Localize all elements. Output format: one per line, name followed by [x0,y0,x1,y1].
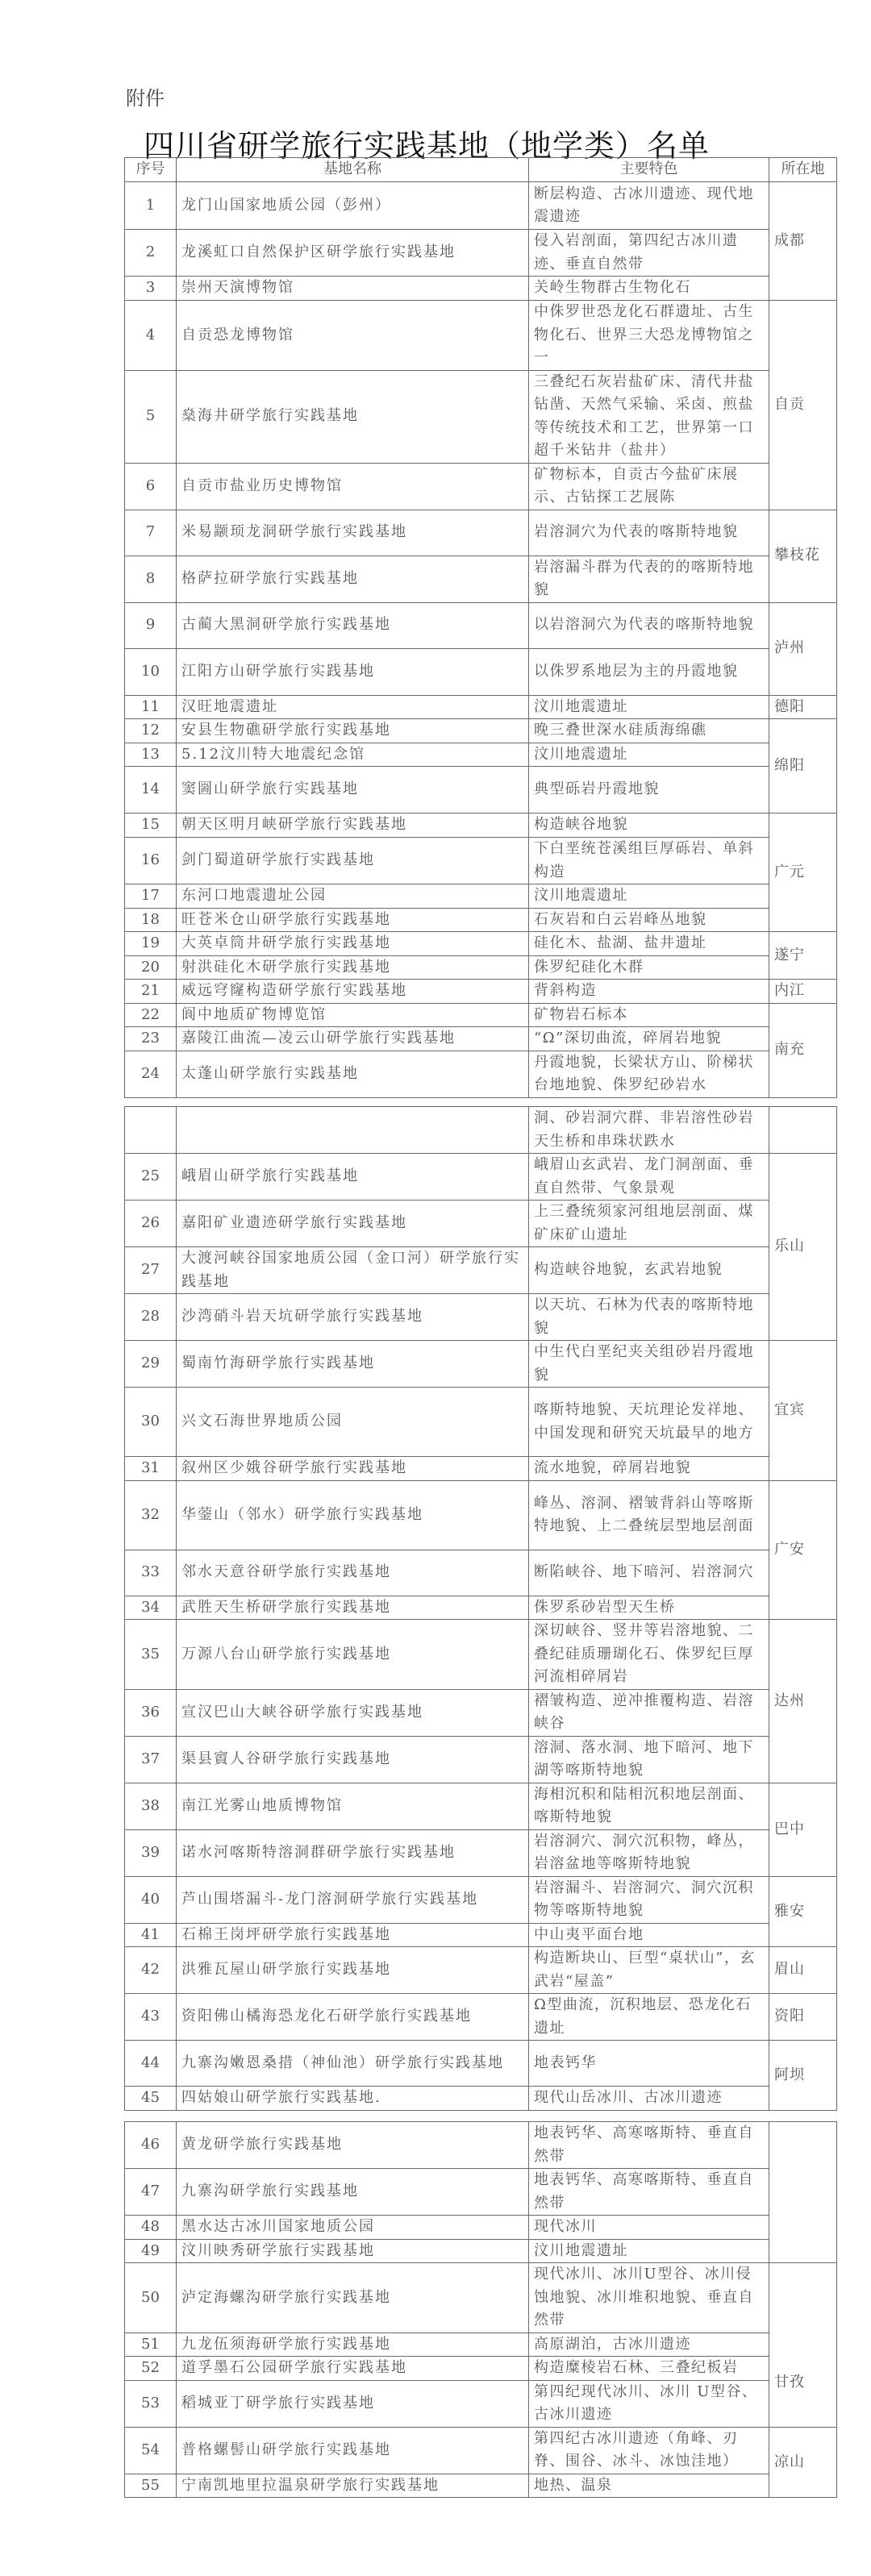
base-name: 嘉陵江曲流—凌云山研学旅行实践基地 [177,1027,529,1051]
base-name: 蜀南竹海研学旅行实践基地 [177,1341,529,1388]
table-row [125,1457,837,1481]
region-cell: 泸州 [769,602,837,695]
region-cell: 自贡 [769,301,837,510]
base-feature: 构造断块山、巨型“桌状山”，玄武岩“屋盖” [529,1947,769,1994]
base-name: 泸定海螺沟研学旅行实践基地 [177,2263,529,2333]
base-feature: 关岭生物群古生物化石 [529,277,769,301]
column-header-name: 基地名称 [177,158,529,182]
empty-cell [769,1107,837,1154]
row-number: 28 [125,1294,177,1341]
base-name: 朝天区明月峡研学旅行实践基地 [177,814,529,838]
table-row [125,838,837,884]
table-row [125,230,837,277]
table-row [125,2239,837,2263]
base-feature: 深切峡谷、竖井等岩溶地貌、二叠纪硅质珊瑚化石、侏罗纪巨厚河流相碎屑岩 [529,1620,769,1690]
base-feature: 矿物岩石标本 [529,1003,769,1027]
base-name: 宣汉巴山大峡谷研学旅行实践基地 [177,1689,529,1736]
region-cell: 成都 [769,182,837,301]
table-row [125,2474,837,2498]
base-name: 5.12汶川特大地震纪念馆 [177,743,529,767]
base-feature: 褶皱构造、逆冲推覆构造、岩溶峡谷 [529,1689,769,1736]
base-feature: 上三叠统须家河组地层剖面、煤矿床矿山遗址 [529,1201,769,1247]
table-row [125,2427,837,2474]
row-number: 9 [125,602,177,648]
row-number: 30 [125,1388,177,1457]
row-number: 51 [125,2333,177,2357]
table-row [125,2041,837,2087]
table-row [125,2122,837,2169]
base-name: 汶川映秀研学旅行实践基地 [177,2239,529,2263]
base-name: 格萨拉研学旅行实践基地 [177,556,529,602]
base-feature: 岩溶漏斗群为代表的的喀斯特地貌 [529,556,769,602]
base-name: 安县生物礁研学旅行实践基地 [177,719,529,743]
table-row [125,1829,837,1876]
row-number: 29 [125,1341,177,1388]
row-number: 54 [125,2427,177,2474]
table-row [125,2357,837,2381]
region-cell: 巴中 [769,1783,837,1876]
table-row [125,2263,837,2333]
column-header-region: 所在地 [769,158,837,182]
table-row [125,1994,837,2041]
base-feature: 侏罗系砂岩型天生桥 [529,1596,769,1620]
row-number: 19 [125,932,177,956]
base-feature: 地热、温泉 [529,2474,769,2498]
base-feature: 构造糜棱岩石林、三叠纪板岩 [529,2357,769,2381]
base-feature: 现代冰川、冰川U型谷、冰川侵蚀地貌、冰川堆积地貌、垂直自然带 [529,2263,769,2333]
base-feature: 岩溶洞穴、洞穴沉积物，峰丛，岩溶盆地等喀斯特地貌 [529,1829,769,1876]
base-feature-continued: 洞、砂岩洞穴群、非岩溶性砂岩天生桥和串珠状跌水 [529,1107,769,1154]
base-name: 古蔺大黑洞研学旅行实践基地 [177,602,529,648]
base-list-table-page-2 [124,1106,837,2111]
table-row [125,695,837,719]
base-feature: “Ω”深切曲流，碎屑岩地貌 [529,1027,769,1051]
region-cell: 攀枝花 [769,510,837,602]
table-row [125,1154,837,1201]
base-feature: 地表钙华 [529,2041,769,2087]
base-name: 自贡恐龙博物馆 [177,301,529,371]
base-name: 大英卓筒井研学旅行实践基地 [177,932,529,956]
row-number: 10 [125,648,177,695]
region-cell: 广元 [769,814,837,932]
row-number: 12 [125,719,177,743]
base-list-table-page-1 [124,157,837,1098]
table-row [125,1480,837,1550]
region-cell: 凉山 [769,2427,837,2498]
base-name: 华蓥山（邻水）研学旅行实践基地 [177,1480,529,1550]
table-row [125,955,837,980]
base-feature: 晚三叠世深水硅质海绵礁 [529,719,769,743]
row-number: 31 [125,1457,177,1481]
base-feature: 汶川地震遗址 [529,695,769,719]
base-feature: 石灰岩和白云岩峰丛地貌 [529,908,769,932]
table-row [125,1247,837,1294]
base-feature: 高原湖泊，古冰川遗迹 [529,2333,769,2357]
row-number: 36 [125,1689,177,1736]
table-row [125,1003,837,1027]
table-row [125,1736,837,1783]
row-number: 43 [125,1994,177,2041]
base-name: 阆中地质矿物博览馆 [177,1003,529,1027]
table-row [125,556,837,602]
row-number: 23 [125,1027,177,1051]
base-feature: 典型砾岩丹霞地貌 [529,767,769,814]
table-row [125,1689,837,1736]
row-number: 48 [125,2216,177,2240]
row-number: 55 [125,2474,177,2498]
base-name: 汉旺地震遗址 [177,695,529,719]
base-feature: 以岩溶洞穴为代表的喀斯特地貌 [529,602,769,648]
table-row [125,2333,837,2357]
row-number: 21 [125,980,177,1004]
base-name: 龙门山国家地质公园（彭州） [177,182,529,230]
base-feature: 中侏罗世恐龙化石群遗址、古生物化石、世界三大恐龙博物馆之一 [529,301,769,371]
table-row [125,2380,837,2427]
table-row [125,1923,837,1947]
row-number: 49 [125,2239,177,2263]
region-cell: 宜宾 [769,1341,837,1481]
base-name: 黑水达古冰川国家地质公园 [177,2216,529,2240]
base-name: 东河口地震遗址公园 [177,884,529,909]
base-name: 峨眉山研学旅行实践基地 [177,1154,529,1201]
row-number: 14 [125,767,177,814]
base-name: 嘉阳矿业遗迹研学旅行实践基地 [177,1201,529,1247]
table-row [125,301,837,371]
base-name: 米易颛顼龙洞研学旅行实践基地 [177,510,529,556]
table-row [125,719,837,743]
row-number: 38 [125,1783,177,1829]
base-name: 兴文石海世界地质公园 [177,1388,529,1457]
row-number: 20 [125,955,177,980]
region-cell: 广安 [769,1480,837,1620]
base-feature: 海相沉积和陆相沉积地层剖面、喀斯特地貌 [529,1783,769,1829]
table-header-row [125,158,837,182]
table-row [125,1294,837,1341]
base-list-table-page-3 [124,2121,837,2498]
row-number: 16 [125,838,177,884]
base-name: 普格螺髻山研学旅行实践基地 [177,2427,529,2474]
base-feature: 断层构造、古冰川遗迹、现代地震遗迹 [529,182,769,230]
empty-cell [125,1107,177,1154]
region-cell: 绵阳 [769,719,837,814]
table-row [125,370,837,463]
base-feature: 以侏罗系地层为主的丹霞地貌 [529,648,769,695]
table-row [125,648,837,695]
base-name: 大渡河峡谷国家地质公园（金口河）研学旅行实践基地 [177,1247,529,1294]
row-number: 5 [125,370,177,463]
table-row-continuation [125,1107,837,1154]
row-number: 11 [125,695,177,719]
base-name: 武胜天生桥研学旅行实践基地 [177,1596,529,1620]
base-name: 窦圌山研学旅行实践基地 [177,767,529,814]
base-name: 黄龙研学旅行实践基地 [177,2122,529,2169]
table-row [125,767,837,814]
base-feature: 侏罗纪硅化木群 [529,955,769,980]
empty-cell [177,1107,529,1154]
row-number: 37 [125,1736,177,1783]
row-number: 2 [125,230,177,277]
table-row [125,1550,837,1596]
region-cell: 雅安 [769,1876,837,1947]
base-feature: 汶川地震遗址 [529,743,769,767]
table-row [125,1596,837,1620]
base-feature: 背斜构造 [529,980,769,1004]
row-number: 50 [125,2263,177,2333]
row-number: 6 [125,463,177,510]
base-name: 南江光雾山地质博物馆 [177,1783,529,1829]
base-name: 资阳佛山橘海恐龙化石研学旅行实践基地 [177,1994,529,2041]
base-name: 洪雅瓦屋山研学旅行实践基地 [177,1947,529,1994]
table-row [125,277,837,301]
table-row [125,2087,837,2111]
row-number: 3 [125,277,177,301]
attachment-label: 附件 [126,87,165,110]
table-row [125,814,837,838]
row-number: 40 [125,1876,177,1923]
base-feature: 地表钙华、高寒喀斯特、垂直自然带 [529,2169,769,2216]
base-feature: 中生代白垩纪夹关组砂岩丹霞地貌 [529,1341,769,1388]
table-row [125,1783,837,1829]
base-name: 自贡市盐业历史博物馆 [177,463,529,510]
table-row [125,1947,837,1994]
row-number: 24 [125,1051,177,1097]
base-name: 诺水河喀斯特溶洞群研学旅行实践基地 [177,1829,529,1876]
row-number: 13 [125,743,177,767]
row-number: 34 [125,1596,177,1620]
base-feature: 峨眉山玄武岩、龙门洞剖面、垂直自然带、气象景观 [529,1154,769,1201]
row-number: 25 [125,1154,177,1201]
table-row [125,510,837,556]
region-cell: 南充 [769,1003,837,1097]
base-feature: 地表钙华、高寒喀斯特、垂直自然带 [529,2122,769,2169]
base-feature: 下白垩统苍溪组巨厚砾岩、单斜构造 [529,838,769,884]
base-feature: 三叠纪石灰岩盐矿床、清代井盐钻凿、天然气采输、采卤、煎盐等传统技术和工艺，世界第一口超千米钻井（盐井） [529,370,769,463]
base-feature: 断陷峡谷、地下暗河、岩溶洞穴 [529,1550,769,1596]
row-number: 17 [125,884,177,909]
base-name: 龙溪虹口自然保护区研学旅行实践基地 [177,230,529,277]
base-name: 威远穹窿构造研学旅行实践基地 [177,980,529,1004]
base-feature: 构造峡谷地貌 [529,814,769,838]
base-name: 四姑娘山研学旅行实践基地. [177,2087,529,2111]
base-name: 邻水天意谷研学旅行实践基地 [177,1550,529,1596]
base-feature: 现代冰川 [529,2216,769,2240]
table-row [125,1341,837,1388]
base-feature: 岩溶洞穴为代表的喀斯特地貌 [529,510,769,556]
row-number: 8 [125,556,177,602]
region-cell [769,2122,837,2263]
column-header-seq: 序号 [125,158,177,182]
region-cell: 甘孜 [769,2263,837,2428]
region-cell: 资阳 [769,1994,837,2041]
base-name: 崇州天演博物馆 [177,277,529,301]
base-feature: 岩溶漏斗、岩溶洞穴、洞穴沉积物等喀斯特地貌 [529,1876,769,1923]
table-row [125,1388,837,1457]
row-number: 46 [125,2122,177,2169]
table-row [125,602,837,648]
base-feature: 汶川地震遗址 [529,884,769,909]
base-feature: 峰丛、溶洞、褶皱背斜山等喀斯特地貌、上二叠统层型地层剖面 [529,1480,769,1550]
table-row [125,980,837,1004]
row-number: 26 [125,1201,177,1247]
region-cell: 阿坝 [769,2041,837,2111]
base-feature: 现代山岳冰川、古冰川遗迹 [529,2087,769,2111]
table-row [125,884,837,909]
table-row [125,908,837,932]
base-name: 道孚墨石公园研学旅行实践基地 [177,2357,529,2381]
table-row [125,1620,837,1690]
row-number: 47 [125,2169,177,2216]
base-feature: 第四纪现代冰川、冰川 U型谷、古冰川遗迹 [529,2380,769,2427]
base-feature: 侵入岩剖面，第四纪古冰川遗迹、垂直自然带 [529,230,769,277]
table-row [125,743,837,767]
table-row [125,1051,837,1097]
base-name: 稻城亚丁研学旅行实践基地 [177,2380,529,2427]
row-number: 1 [125,182,177,230]
base-feature: 构造峡谷地貌，玄武岩地貌 [529,1247,769,1294]
base-name: 九寨沟嫩恩桑措（神仙池）研学旅行实践基地 [177,2041,529,2087]
region-cell: 乐山 [769,1154,837,1341]
row-number: 4 [125,301,177,371]
base-name: 宁南凯地里拉温泉研学旅行实践基地 [177,2474,529,2498]
table-row [125,1201,837,1247]
row-number: 42 [125,1947,177,1994]
base-feature: 中山夷平面台地 [529,1923,769,1947]
base-feature: 喀斯特地貌、天坑理论发祥地、中国发现和研究天坑最早的地方 [529,1388,769,1457]
base-name: 沙湾硝斗岩天坑研学旅行实践基地 [177,1294,529,1341]
row-number: 41 [125,1923,177,1947]
base-feature: 流水地貌，碎屑岩地貌 [529,1457,769,1481]
table-row [125,932,837,956]
base-feature: 硅化木、盐湖、盐井遗址 [529,932,769,956]
row-number: 52 [125,2357,177,2381]
base-feature: 第四纪古冰川遗迹（角峰、刃脊、围谷、冰斗、冰蚀洼地） [529,2427,769,2474]
table-row [125,2169,837,2216]
row-number: 15 [125,814,177,838]
base-name: 剑门蜀道研学旅行实践基地 [177,838,529,884]
row-number: 53 [125,2380,177,2427]
table-row [125,1027,837,1051]
region-cell: 德阳 [769,695,837,719]
base-feature: 矿物标本，自贡古今盐矿床展示、古钻探工艺展陈 [529,463,769,510]
region-cell: 眉山 [769,1947,837,1994]
table-row [125,1876,837,1923]
base-name: 旺苍米仓山研学旅行实践基地 [177,908,529,932]
table-row [125,2216,837,2240]
base-feature: Ω型曲流，沉积地层、恐龙化石遗址 [529,1994,769,2041]
base-name: 石棉王岗坪研学旅行实践基地 [177,1923,529,1947]
row-number: 7 [125,510,177,556]
page-title: 四川省研学旅行实践基地（地学类）名单 [144,128,711,164]
base-name: 燊海井研学旅行实践基地 [177,370,529,463]
base-name: 叙州区少娥谷研学旅行实践基地 [177,1457,529,1481]
row-number: 18 [125,908,177,932]
base-name: 太蓬山研学旅行实践基地 [177,1051,529,1097]
row-number: 22 [125,1003,177,1027]
region-cell: 遂宁 [769,932,837,980]
base-feature: 以天坑、石林为代表的喀斯特地貌 [529,1294,769,1341]
region-cell: 达州 [769,1620,837,1783]
table-row [125,463,837,510]
row-number: 32 [125,1480,177,1550]
row-number: 44 [125,2041,177,2087]
base-name: 芦山围塔漏斗-龙门溶洞研学旅行实践基地 [177,1876,529,1923]
region-cell: 内江 [769,980,837,1004]
base-name: 渠县賨人谷研学旅行实践基地 [177,1736,529,1783]
base-feature: 溶洞、落水洞、地下暗河、地下湖等喀斯特地貌 [529,1736,769,1783]
base-name: 万源八台山研学旅行实践基地 [177,1620,529,1690]
column-header-feature: 主要特色 [529,158,769,182]
table-row [125,182,837,230]
base-name: 江阳方山研学旅行实践基地 [177,648,529,695]
base-name: 射洪硅化木研学旅行实践基地 [177,955,529,980]
base-name: 九龙伍须海研学旅行实践基地 [177,2333,529,2357]
row-number: 39 [125,1829,177,1876]
row-number: 35 [125,1620,177,1690]
row-number: 33 [125,1550,177,1596]
row-number: 27 [125,1247,177,1294]
base-feature: 丹霞地貌，长梁状方山、阶梯状台地地貌、侏罗纪砂岩水 [529,1051,769,1097]
base-feature: 汶川地震遗址 [529,2239,769,2263]
row-number: 45 [125,2087,177,2111]
base-name: 九寨沟研学旅行实践基地 [177,2169,529,2216]
